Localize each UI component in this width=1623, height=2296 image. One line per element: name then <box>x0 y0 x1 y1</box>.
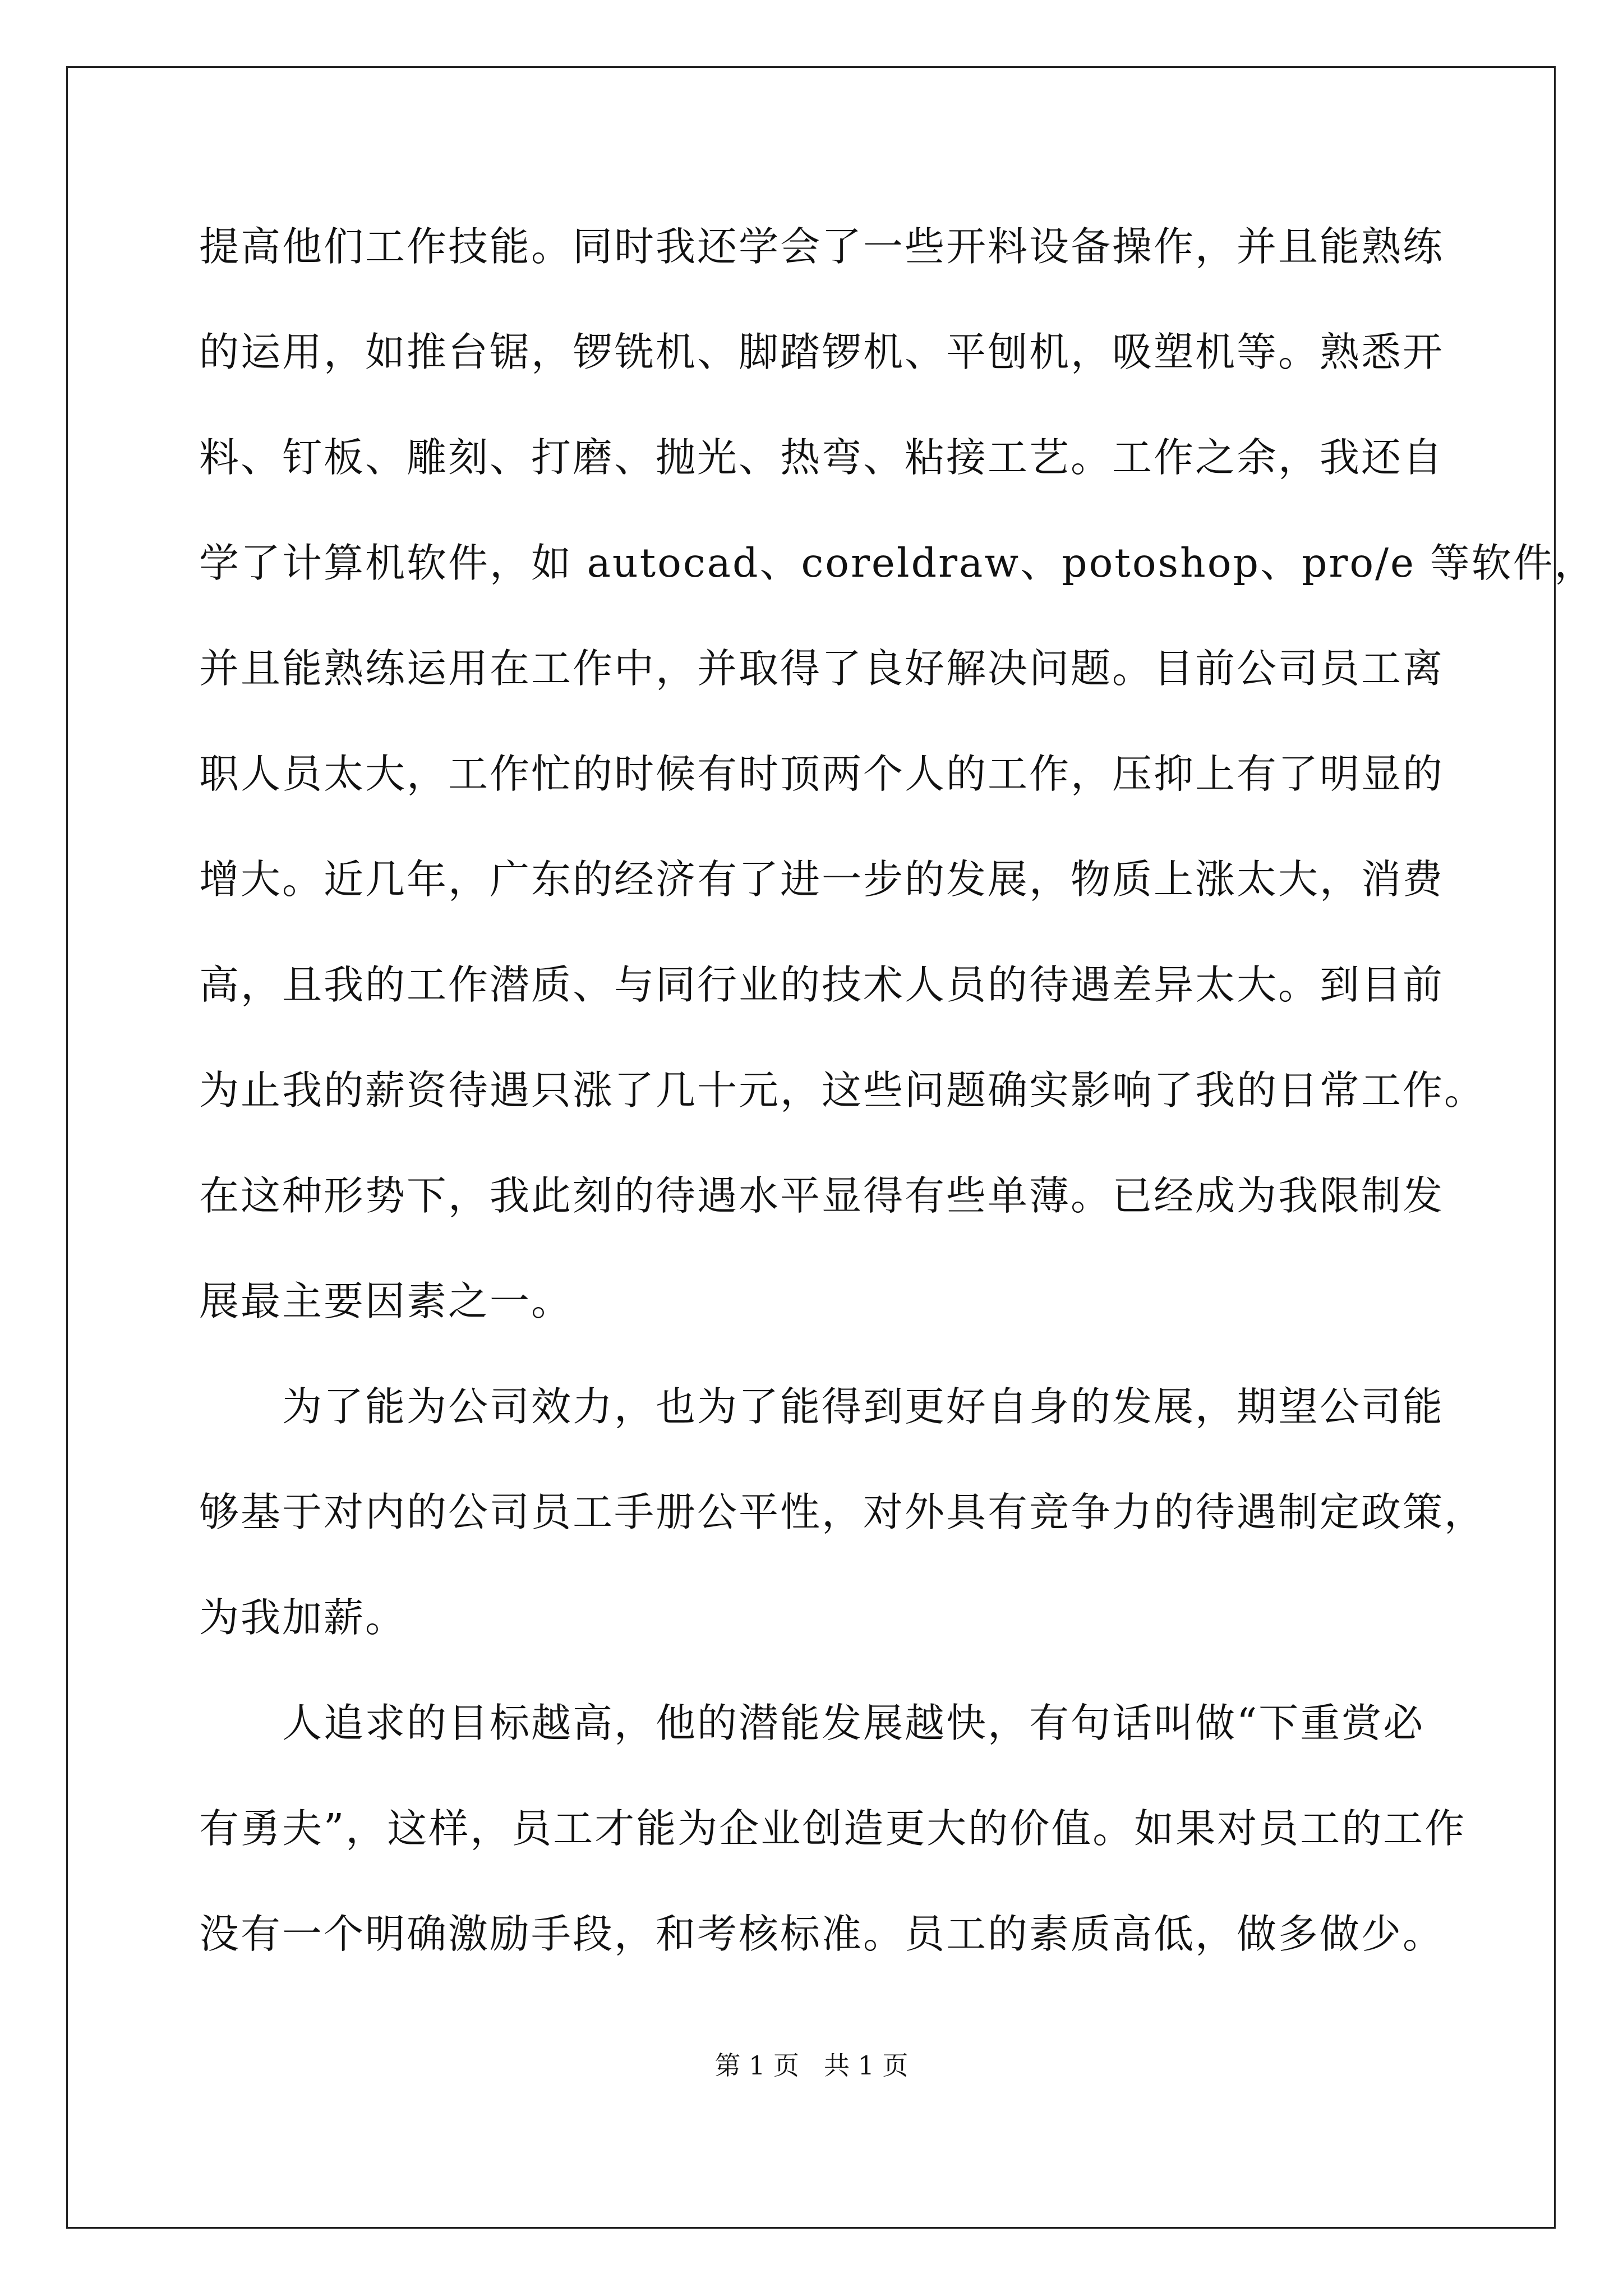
page-footer <box>0 2049 1623 2082</box>
text-line: 职人员太大，工作忙的时候有时顶两个人的工作，压抑上有了明显的 <box>199 751 1445 797</box>
text-line: 高，且我的工作潜质、与同行业的技术人员的待遇差异太大。到目前 <box>199 961 1445 1008</box>
text-line: 学了计算机软件，如 autocad、coreldraw、potoshop、pro/e 等软件， <box>199 540 1596 586</box>
text-line: 在这种形势下，我此刻的待遇水平显得有些单薄。已经成为我限制发 <box>199 1172 1445 1219</box>
text-line: 够基于对内的公司员工手册公平性，对外具有竞争力的待遇制定政策， <box>199 1489 1486 1535</box>
text-line: 并且能熟练运用在工作中，并取得了良好解决问题。目前公司员工离 <box>199 645 1445 692</box>
paragraph-1 <box>199 213 1596 1373</box>
text-line: 没有一个明确激励手段，和考核标准。员工的素质高低，做多做少。 <box>199 1911 1445 1957</box>
text-line: 有勇夫”，这样，员工才能为企业创造更大的价值。如果对员工的工作 <box>199 1805 1467 1852</box>
text-line: 的运用，如推台锯，锣铣机、脚踏锣机、平刨机，吸塑机等。熟悉开 <box>199 329 1445 375</box>
page-number: 第 1 页 <box>714 2050 799 2081</box>
text-line: 人追求的目标越高，他的潜能发展越快，有句话叫做“下重赏必 <box>282 1700 1425 1746</box>
text-line: 提高他们工作技能。同时我还学会了一些开料设备操作，并且能熟练 <box>199 223 1445 270</box>
text-line: 展最主要因素之一。 <box>199 1278 573 1324</box>
text-line: 增大。近几年，广东的经济有了进一步的发展，物质上涨太大，消费 <box>199 856 1445 903</box>
text-line: 料、钉板、雕刻、打磨、抛光、热弯、粘接工艺。工作之余，我还自 <box>199 434 1445 481</box>
text-line: 为了能为公司效力，也为了能得到更好自身的发展，期望公司能 <box>282 1383 1445 1430</box>
text-line: 为止我的薪资待遇只涨了几十元，这些问题确实影响了我的日常工作。 <box>199 1067 1486 1114</box>
paragraph-2 <box>199 1373 1486 1690</box>
paragraph-3 <box>199 1690 1483 2006</box>
page-total: 共 1 页 <box>824 2050 909 2081</box>
document-body <box>199 213 1596 2006</box>
text-line: 为我加薪。 <box>199 1594 407 1641</box>
